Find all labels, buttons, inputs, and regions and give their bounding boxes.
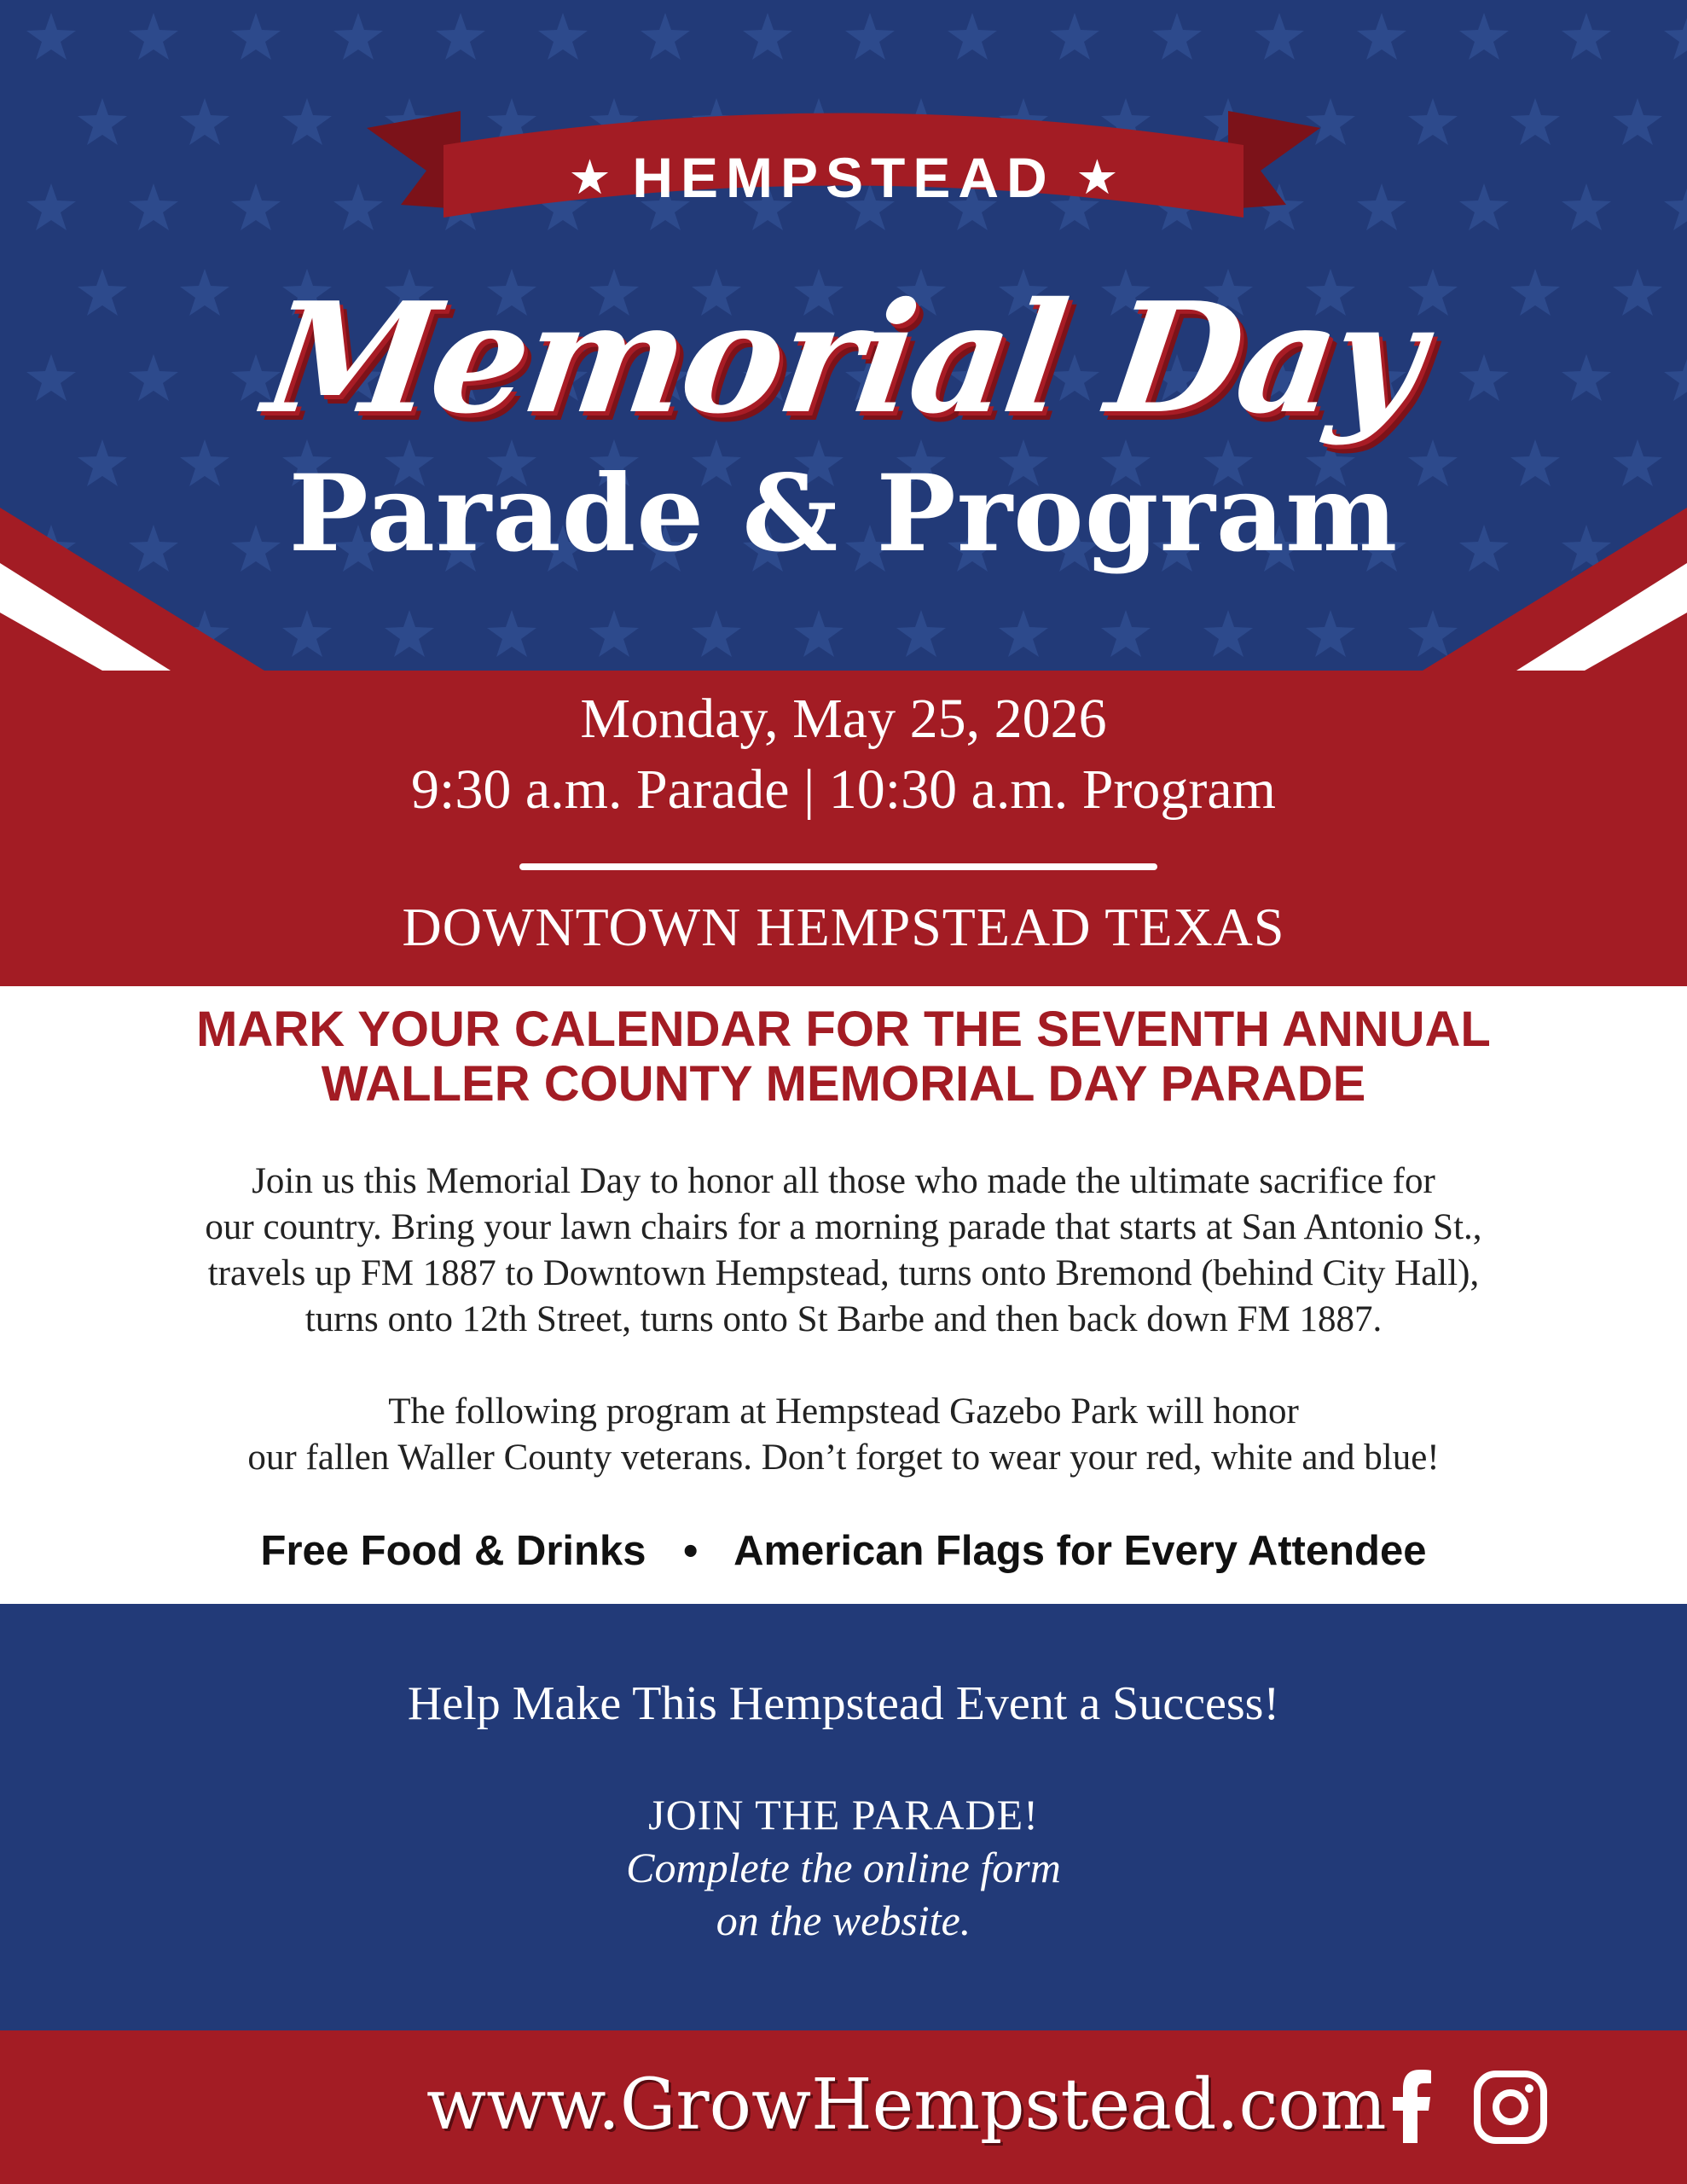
event-times: 9:30 a.m. Parade | 10:30 a.m. Program [410,758,1276,821]
paragraph-line: The following program at Hempstead Gazebo Park will honor [388,1391,1299,1432]
divider-line [519,863,1157,870]
event-title: Memorial Day [255,269,1432,447]
program-paragraph [0,1389,1687,1481]
announcement-headline [0,1002,1687,1112]
ribbon-star-right-icon: ★ [1078,154,1116,201]
amenity-food: Free Food & Drinks [260,1528,646,1574]
paragraph-line: our fallen Waller County veterans. Don’t forget to wear your red, white and blue! [247,1438,1440,1478]
headline-line: MARK YOUR CALENDAR FOR THE SEVENTH ANNUAL [196,1002,1491,1057]
amenities-line [0,1527,1687,1575]
flag-stripes [0,0,1687,674]
website-link[interactable]: www.GrowHempstead.com [426,2065,1387,2146]
headline-line: WALLER COUNTY MEMORIAL DAY PARADE [321,1056,1366,1112]
bullet-separator: • [683,1528,699,1574]
amenity-flags: American Flags for Every Attendee [733,1528,1427,1574]
cta-heading: Help Make This Hempstead Event a Success! [407,1677,1280,1730]
paragraph-line: our country. Bring your lawn chairs for a morning parade that starts at San Antonio St., [205,1207,1482,1247]
ribbon-star-left-icon: ★ [571,154,609,201]
event-location: DOWNTOWN HEMPSTEAD TEXAS [402,897,1285,957]
route-paragraph [0,1159,1687,1343]
paragraph-line: travels up FM 1887 to Downtown Hempstead, turns onto Bremond (behind City Hall), [207,1253,1480,1293]
instagram-icon[interactable] [1473,2070,1548,2145]
cta-instruction: Complete the online form [626,1844,1061,1891]
cta-instruction: on the website. [716,1896,971,1944]
paragraph-line: Join us this Memorial Day to honor all those who made the ultimate sacrifice for [252,1161,1435,1201]
header-banner [0,0,1687,674]
facebook-icon[interactable] [1377,2066,1446,2145]
paragraph-line: turns onto 12th Street, turns onto St Barbe and then back down FM 1887. [304,1299,1383,1339]
event-subtitle: Parade & Program [288,452,1399,576]
join-parade-title: JOIN THE PARADE! [648,1791,1039,1838]
ribbon-title: HEMPSTEAD [632,146,1055,209]
event-date: Monday, May 25, 2026 [580,688,1107,750]
